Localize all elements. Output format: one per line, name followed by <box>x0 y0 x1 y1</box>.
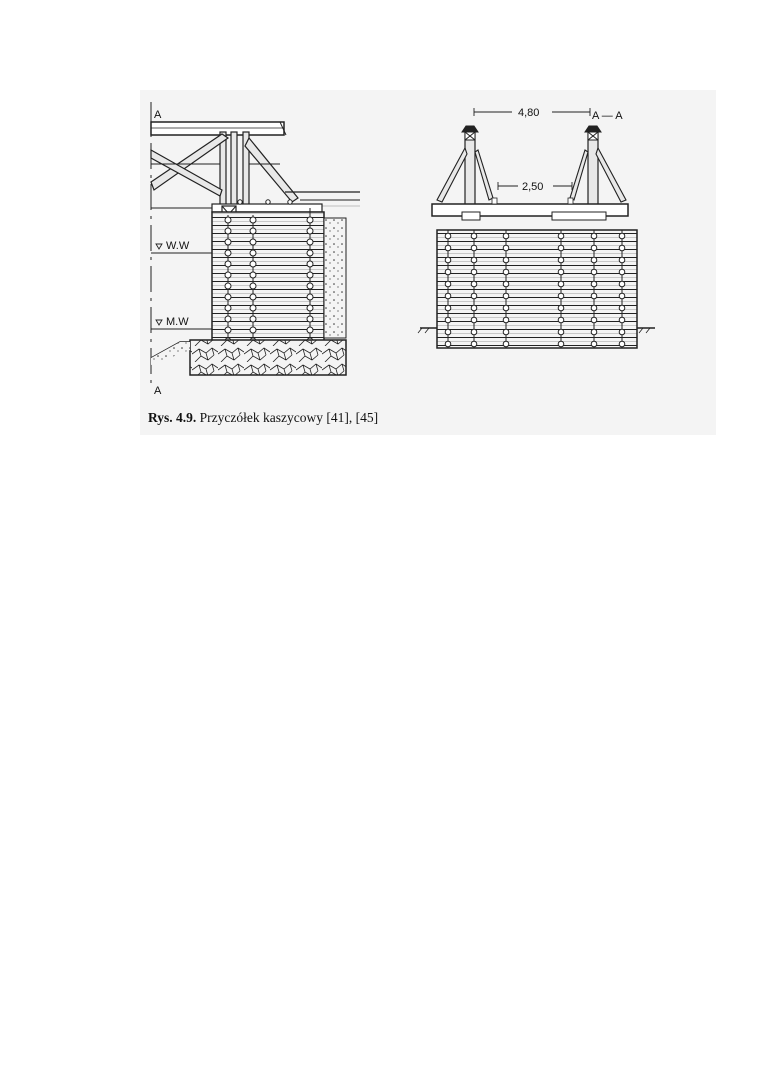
water-level-high: W.W <box>166 240 190 252</box>
section-mark-bottom: A <box>154 385 162 397</box>
stone-foundation <box>190 340 346 375</box>
section-mark-top: A <box>154 109 162 121</box>
timber-posts <box>437 126 626 216</box>
right-view <box>418 107 655 348</box>
figure-caption <box>148 410 378 426</box>
dimension-outer: 4,80 <box>518 107 540 119</box>
figure-crib-abutment <box>140 90 716 435</box>
figure-number: Rys. 4.9. <box>148 410 197 425</box>
water-level-low: M.W <box>166 316 189 328</box>
figure-title: Przyczółek kaszycowy [41], [45] <box>199 410 379 425</box>
figure-drawing <box>140 90 716 435</box>
bridge-deck <box>151 122 284 135</box>
crib-section <box>437 230 637 348</box>
section-label: A — A <box>592 110 623 122</box>
timber-trestle <box>151 132 298 212</box>
dimension-inner: 2,50 <box>522 181 544 193</box>
left-view <box>151 102 360 397</box>
